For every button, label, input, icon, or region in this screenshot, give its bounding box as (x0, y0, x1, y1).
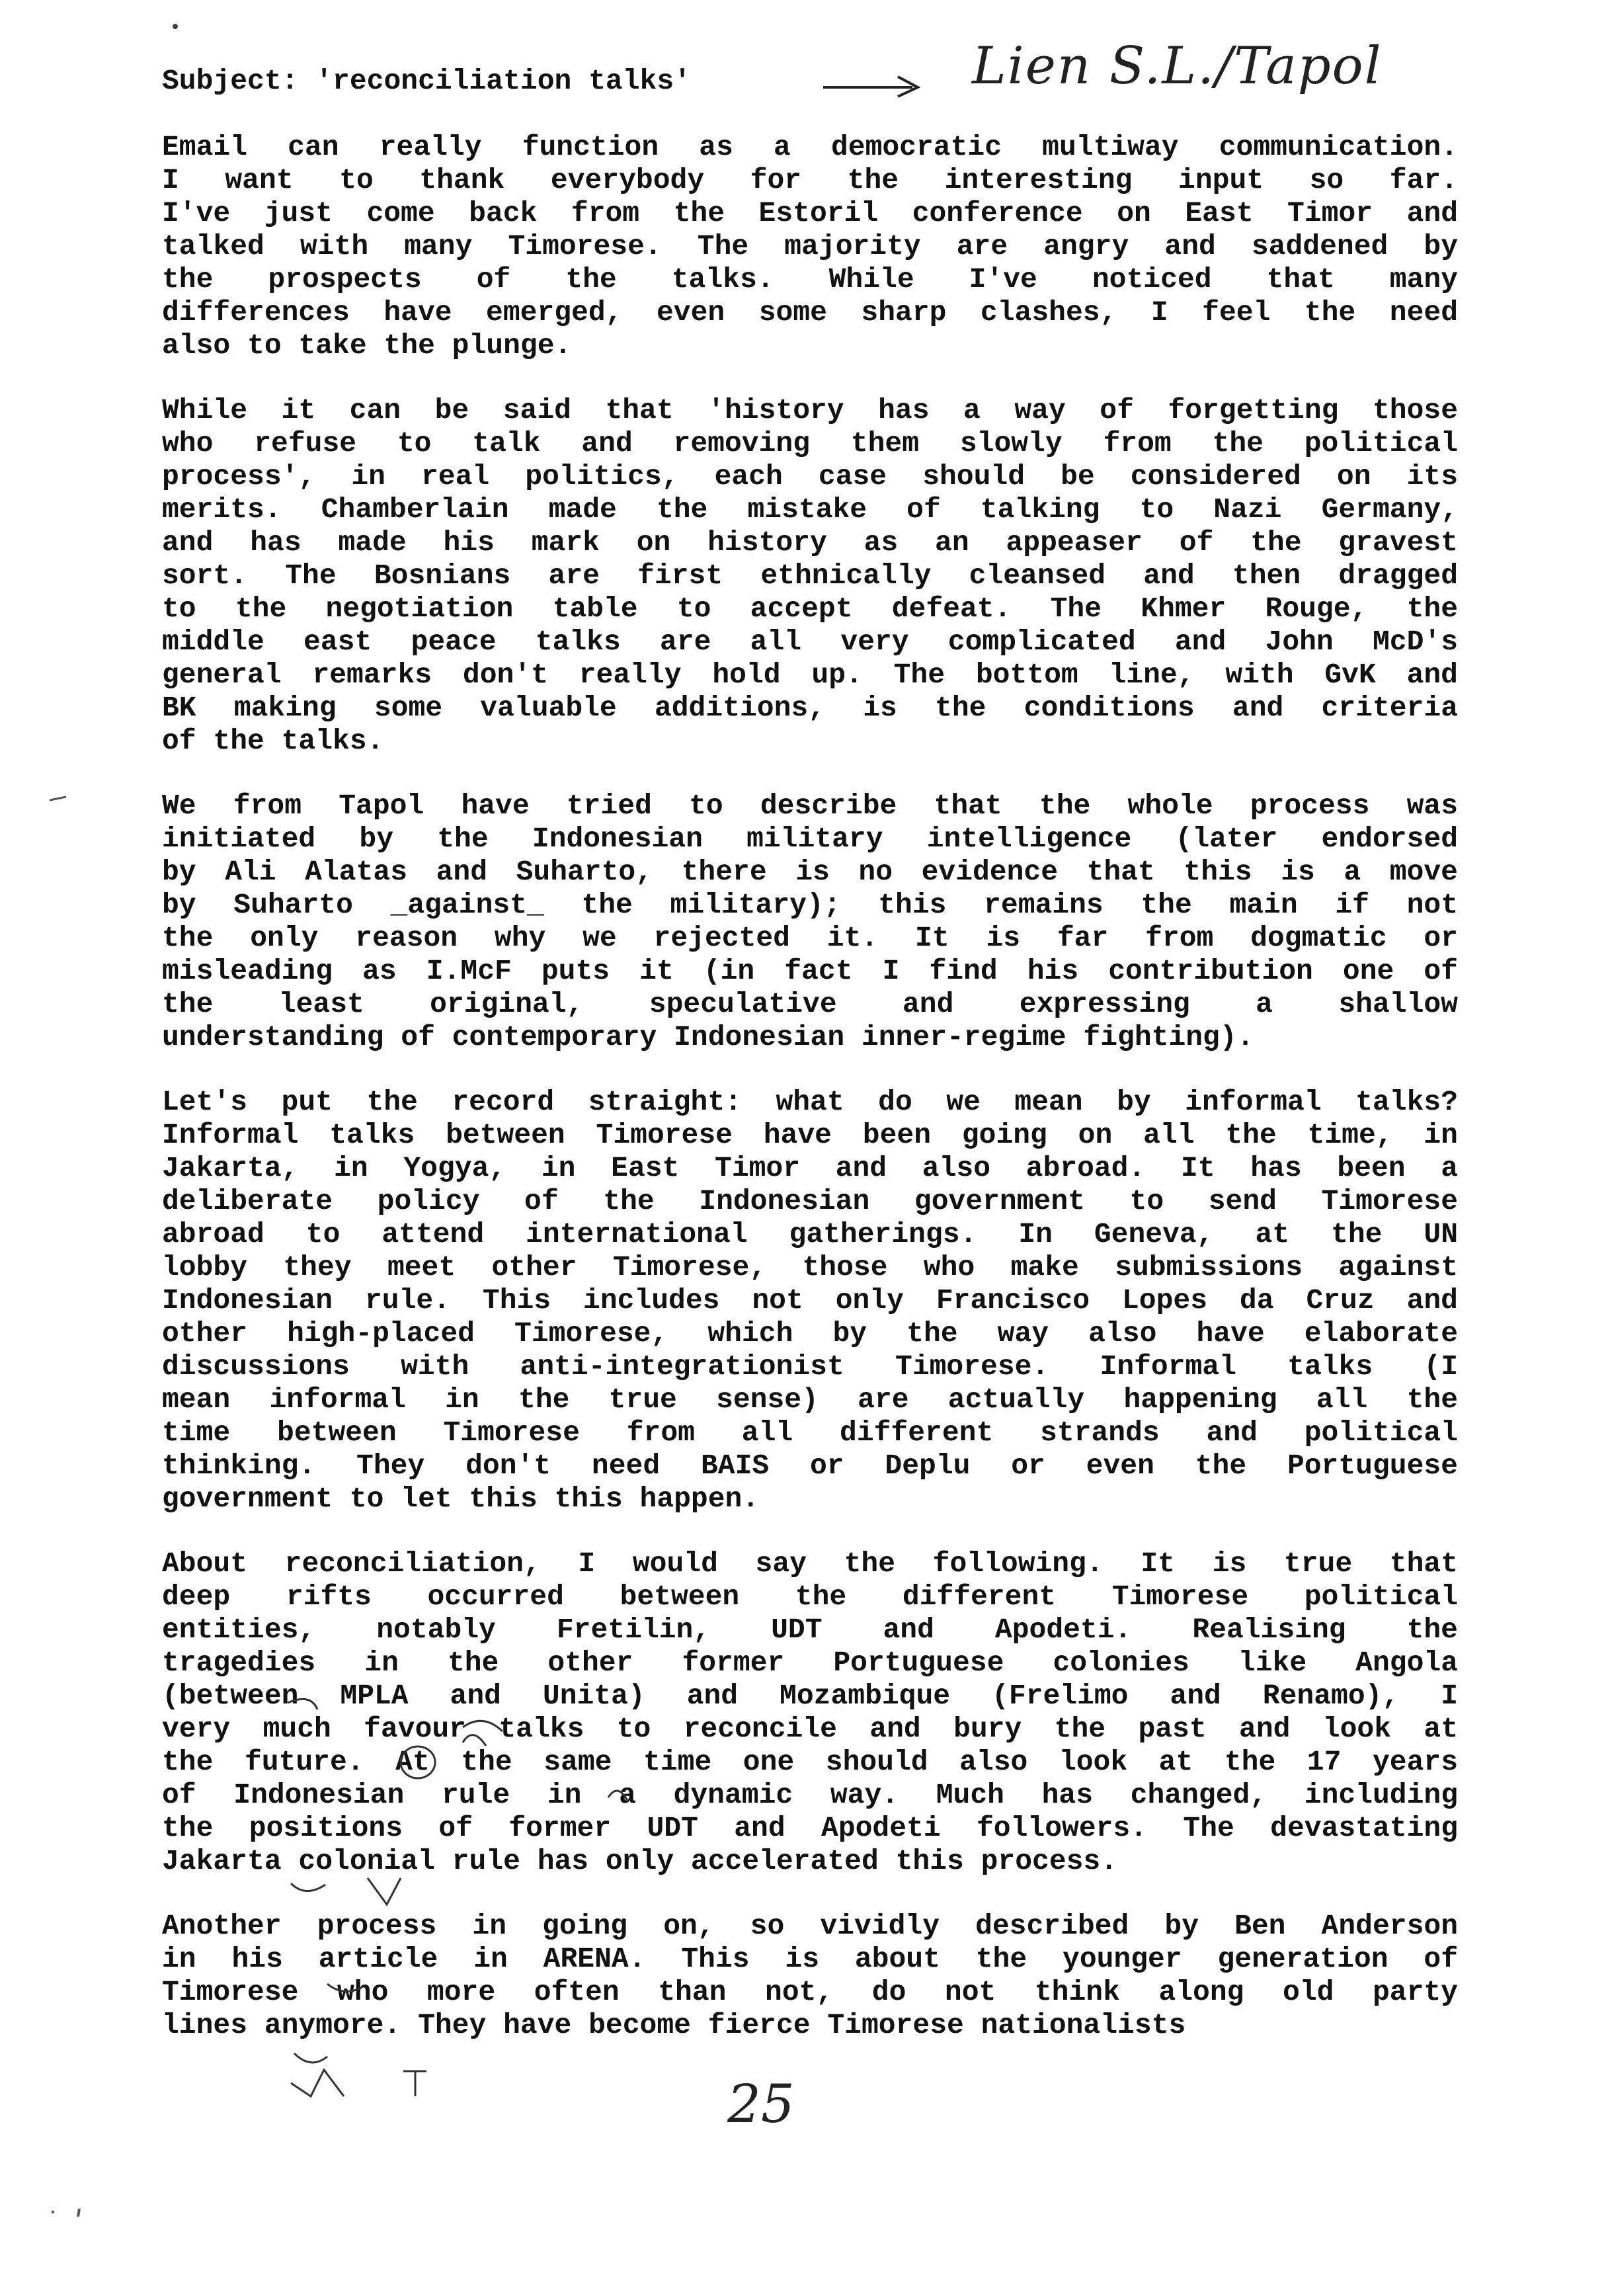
text-line: sort. The Bosnians are first ethnically cleansed and then dragged (162, 559, 1458, 592)
text-line: who refuse to talk and removing them slowly from the political (162, 427, 1458, 460)
text-line: the future. At the same time one should also look at the 17 years (162, 1746, 1458, 1778)
text-line: by Ali Alatas and Suharto, there is no evidence that this is a move (162, 856, 1458, 888)
handwritten-arrow-icon (820, 66, 926, 106)
text-line: Indonesian rule. This includes not only Francisco Lopes da Cruz and (162, 1284, 1458, 1317)
text-line: Email can really function as a democratic multiway communication. (162, 131, 1458, 163)
text-line: the only reason why we rejected it. It is far from dogmatic or (162, 922, 1458, 954)
text-line: process', in real politics, each case should be considered on its (162, 460, 1458, 493)
text-line: Timorese who more often than not, do not think along old party (162, 1976, 1458, 2008)
text-line: merits. Chamberlain made the mistake of talking to Nazi Germany, (162, 493, 1458, 526)
paragraph (162, 131, 1458, 362)
text-line: tragedies in the other former Portuguese colonies like Angola (162, 1647, 1458, 1679)
text-line: Jakarta, in Yogya, in East Timor and also abroad. It has been a (162, 1152, 1458, 1184)
text-line: thinking. They don't need BAIS or Deplu or even the Portuguese (162, 1450, 1458, 1482)
text-line: talked with many Timorese. The majority are angry and saddened by (162, 230, 1458, 263)
paragraph (162, 790, 1458, 1054)
page-number: 25 (727, 2073, 795, 2135)
text-line: While it can be said that 'history has a way of forgetting those (162, 394, 1458, 427)
text-line: also to take the plunge. (162, 329, 572, 362)
text-line: I want to thank everybody for the interesting input so far. (162, 164, 1458, 196)
text-line: entities, notably Fretilin, UDT and Apodeti. Realising the (162, 1614, 1458, 1646)
text-line: BK making some valuable additions, is the conditions and criteria (162, 692, 1458, 724)
text-line: We from Tapol have tried to describe that the whole process was (162, 790, 1458, 822)
text-line: Another process in going on, so vividly described by Ben Anderson (162, 1910, 1458, 1942)
text-line: to the negotiation table to accept defeat. The Khmer Rouge, the (162, 593, 1458, 625)
text-line: middle east peace talks are all very complicated and John McD's (162, 626, 1458, 658)
paragraph (162, 1547, 1458, 1878)
text-line: lobby they meet other Timorese, those who make submissions against (162, 1251, 1458, 1284)
text-line: initiated by the Indonesian military intelligence (later endorsed (162, 823, 1458, 855)
text-line: the positions of former UDT and Apodeti followers. The devastating (162, 1812, 1458, 1844)
text-line: differences have emerged, even some sharp clashes, I feel the need (162, 296, 1458, 329)
text-line: deliberate policy of the Indonesian government to send Timorese (162, 1185, 1458, 1217)
text-line: understanding of contemporary Indonesian inner-regime fighting). (162, 1021, 1254, 1053)
letter-body (162, 131, 1458, 2074)
text-line: government to let this this happen. (162, 1483, 760, 1515)
text-line: abroad to attend international gatherings. In Geneva, at the UN (162, 1218, 1458, 1250)
handwritten-attribution: Lien S.L./Tapol (972, 36, 1383, 96)
text-line: of Indonesian rule in a dynamic way. Much has changed, including (162, 1779, 1458, 1811)
text-line: Jakarta colonial rule has only accelerated this process. (162, 1845, 1118, 1877)
paragraph (162, 1910, 1458, 2042)
text-line: time between Timorese from all different strands and political (162, 1416, 1458, 1449)
text-line: mean informal in the true sense) are actually happening all the (162, 1383, 1458, 1416)
text-line: discussions with anti-integrationist Timorese. Informal talks (I (162, 1350, 1458, 1383)
paragraph (162, 394, 1458, 758)
paragraph (162, 1086, 1458, 1516)
text-line: Informal talks between Timorese have been going on all the time, in (162, 1119, 1458, 1151)
text-line: other high-placed Timorese, which by the way also have elaborate (162, 1317, 1458, 1350)
text-line: general remarks don't really hold up. The bottom line, with GvK and (162, 659, 1458, 691)
text-line: Let's put the record straight: what do we mean by informal talks? (162, 1086, 1458, 1118)
text-line: by Suharto _against_ the military); this remains the main if not (162, 889, 1458, 921)
text-line: deep rifts occurred between the different Timorese political (162, 1580, 1458, 1613)
text-line: of the talks. (162, 725, 384, 757)
text-line: I've just come back from the Estoril conference on East Timor and (162, 197, 1458, 229)
text-line: (between MPLA and Unita) and Mozambique (Frelimo and Renamo), I (162, 1680, 1458, 1712)
subject-line: Subject: 'reconciliation talks' (162, 65, 691, 97)
text-line: very much favour talks to reconcile and bury the past and look at (162, 1713, 1458, 1745)
text-line: lines anymore. They have become fierce Timorese nationalists (162, 2009, 1186, 2041)
text-line: misleading as I.McF puts it (in fact I find his contribution one of (162, 955, 1458, 987)
text-line: the prospects of the talks. While I've noticed that many (162, 263, 1458, 296)
text-line: and has made his mark on history as an appeaser of the gravest (162, 526, 1458, 559)
text-line: in his article in ARENA. This is about the younger generation of (162, 1943, 1458, 1975)
text-line: About reconciliation, I would say the following. It is true that (162, 1547, 1458, 1580)
text-line: the least original, speculative and expressing a shallow (162, 988, 1458, 1020)
